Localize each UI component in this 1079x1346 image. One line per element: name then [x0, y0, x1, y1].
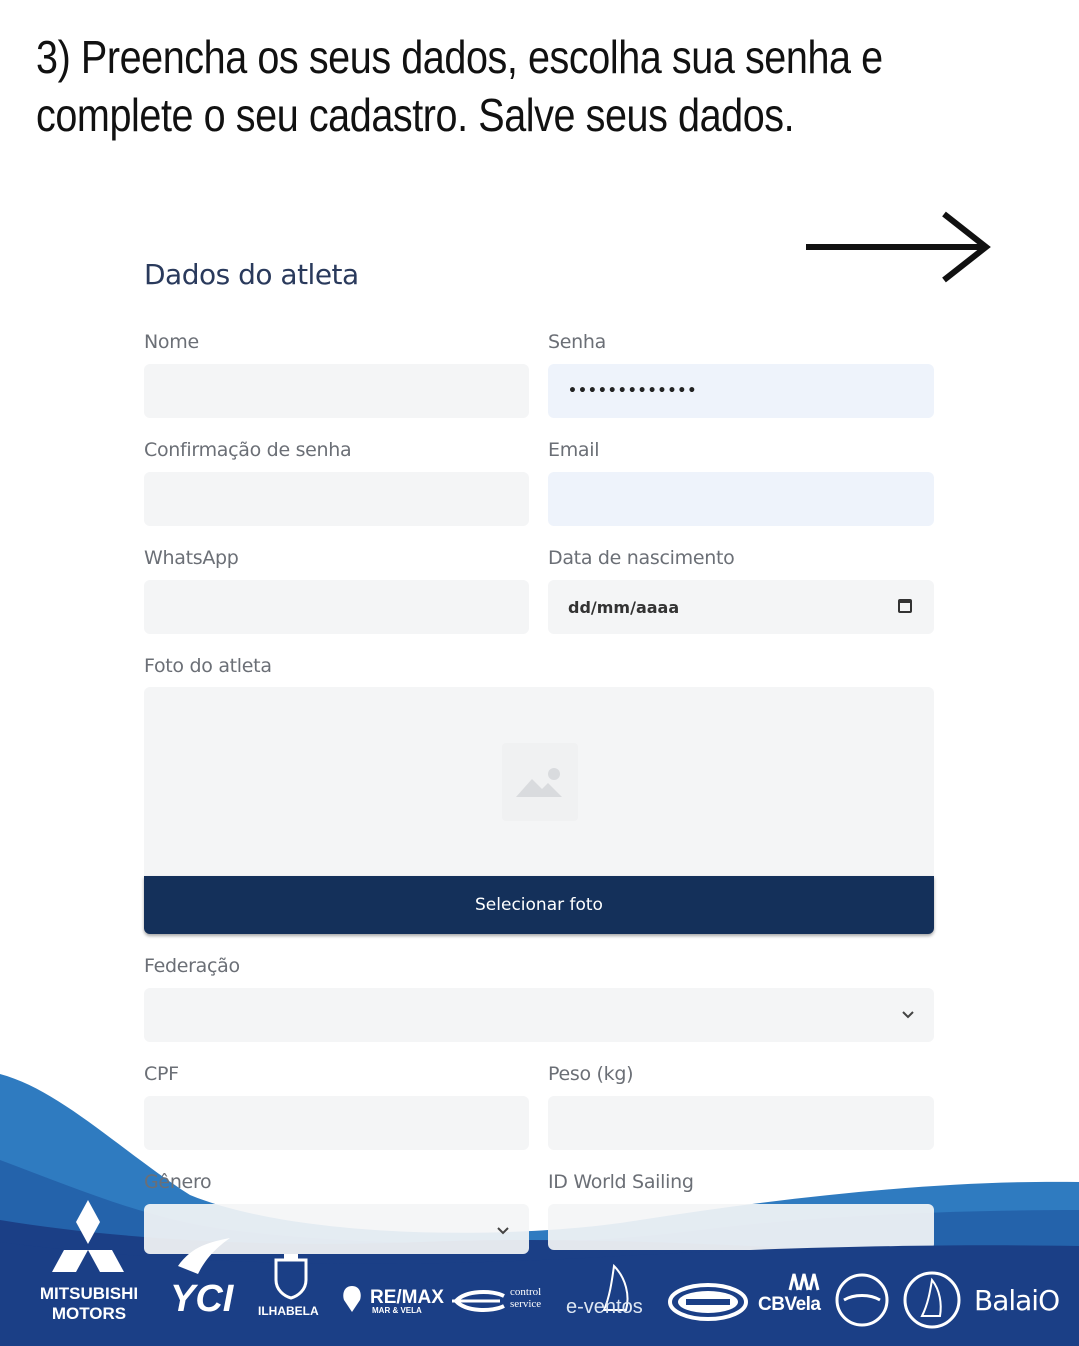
cbvela-logo: CBVela [758, 1294, 821, 1315]
peso-label: Peso (kg) [548, 1063, 634, 1085]
balloon-icon [340, 1284, 364, 1314]
nome-input[interactable] [144, 364, 529, 418]
swordfish-icon [176, 1236, 232, 1278]
ancoradouro-logo-icon [668, 1282, 748, 1322]
ilhabela-crest-icon [272, 1254, 310, 1300]
image-placeholder-icon [502, 743, 578, 821]
control-service-logo: control service [510, 1286, 542, 1310]
mitsubishi-logo: MITSUBISHI MOTORS [39, 1284, 139, 1323]
remax-subtitle: MAR & VELA [372, 1306, 422, 1315]
confirmacao-senha-label: Confirmação de senha [144, 439, 352, 461]
ilhabela-logo: ILHABELA [258, 1304, 319, 1318]
whatsapp-label: WhatsApp [144, 547, 239, 569]
instruction-text [36, 28, 896, 144]
control-service-icon [452, 1286, 508, 1316]
nome-label: Nome [144, 331, 199, 353]
instruction-line-2: complete o seu cadastro. Salve seus dados. [36, 89, 795, 141]
remax-logo: RE/MAX [370, 1287, 444, 1308]
calendar-icon[interactable] [898, 599, 912, 613]
confirmacao-senha-input[interactable] [144, 472, 529, 526]
nascimento-placeholder: dd/mm/aaaa [568, 597, 680, 617]
instruction-line-1: 3) Preencha os seus dados, escolha sua senha e [36, 31, 883, 83]
e-ventos-logo: e-ventos [566, 1296, 643, 1318]
cpf-label: CPF [144, 1063, 179, 1085]
balaio-logo: BalaiO [974, 1284, 1060, 1317]
arrow-right-icon [804, 210, 994, 284]
photo-upload-area[interactable] [144, 687, 934, 877]
form-title: Dados do atleta [144, 258, 359, 291]
yci-logo: YCI [170, 1278, 234, 1320]
email-label: Email [548, 439, 600, 461]
federacao-label: Federação [144, 955, 240, 977]
federacao-select[interactable] [144, 988, 934, 1042]
select-photo-button[interactable]: Selecionar foto [144, 876, 934, 934]
senha-value: ••••••••••••• [568, 383, 698, 399]
nascimento-label: Data de nascimento [548, 547, 735, 569]
nascimento-input[interactable] [548, 580, 934, 634]
sail-circle-emblem-icon [902, 1270, 962, 1330]
senha-input[interactable] [548, 364, 934, 418]
mitsubishi-logo-icon [44, 1200, 132, 1276]
cbvela-waves-icon [786, 1270, 820, 1292]
email-input[interactable] [548, 472, 934, 526]
genero-label: Gênero [144, 1171, 212, 1193]
circle-emblem-icon [834, 1272, 890, 1328]
foto-label: Foto do atleta [144, 655, 272, 677]
chevron-down-icon [900, 1006, 916, 1022]
world-sailing-label: ID World Sailing [548, 1171, 694, 1193]
senha-label: Senha [548, 331, 606, 353]
whatsapp-input[interactable] [144, 580, 529, 634]
